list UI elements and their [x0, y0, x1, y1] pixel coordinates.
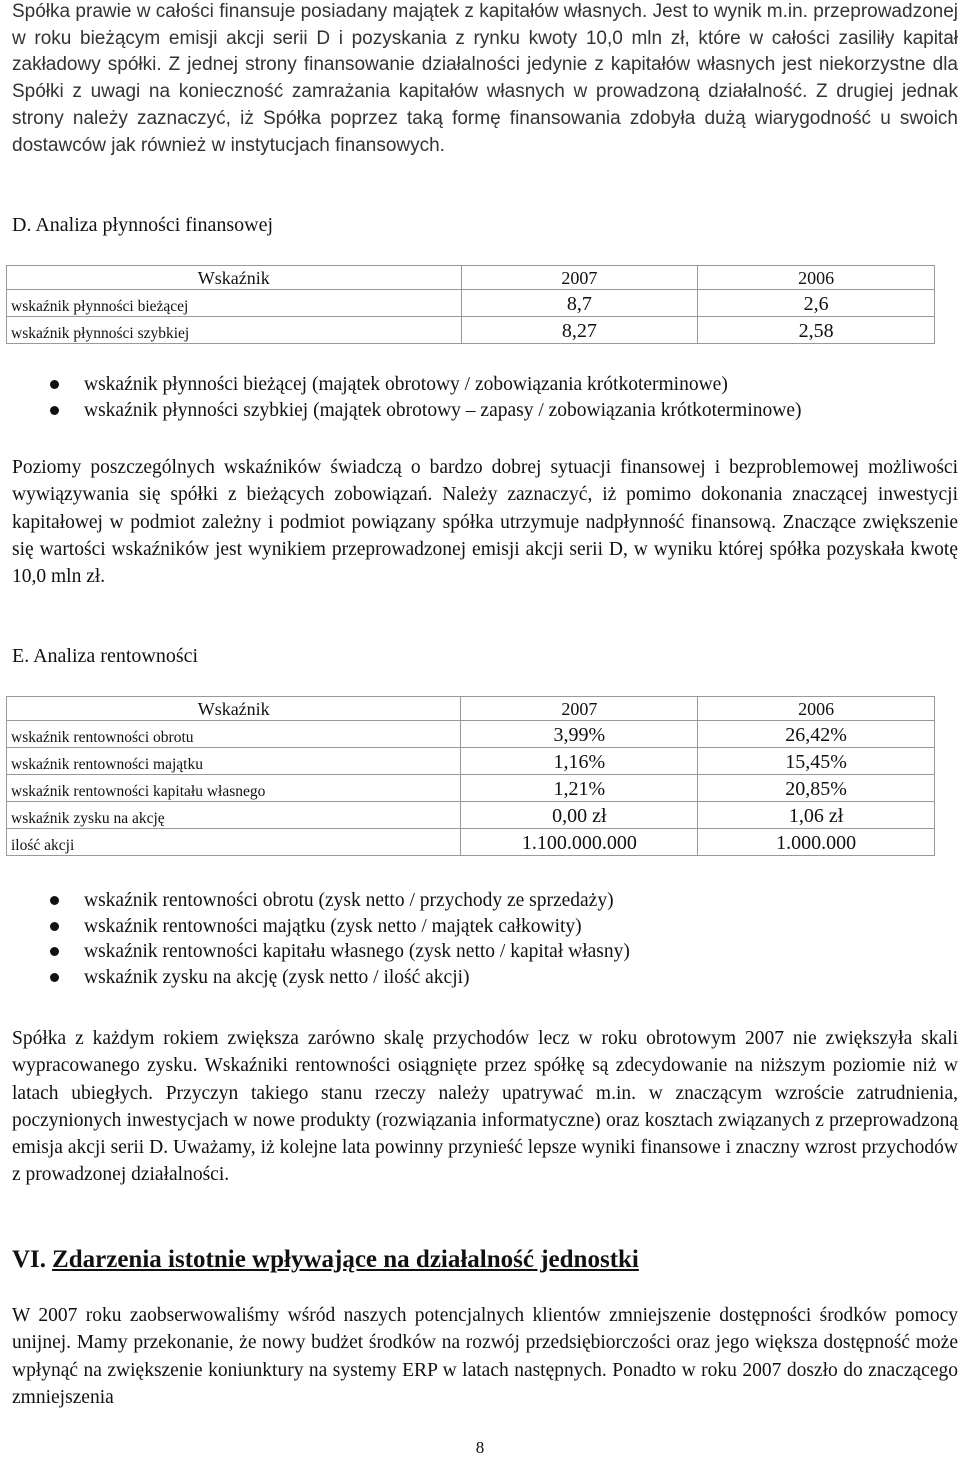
- table-row: [7, 775, 935, 802]
- section-e-heading: E. Analiza rentowności: [12, 645, 199, 667]
- section-vi-heading: [12, 1246, 639, 1274]
- value-2006: 1.000.000: [698, 829, 935, 856]
- profitability-table: [6, 696, 935, 856]
- row-label: ilość akcji: [7, 829, 461, 856]
- profitability-paragraph: Spółka z każdym rokiem zwiększa zarówno skalę przychodów lecz w roku obrotowym 2007 nie zwiększyła skali wypracowanego zysku. Wskaźniki rentowności osiągnięte przez spółkę są zdecydowanie na niższym poziomie niż w latach ubiegłych. Przyczyn takiego stanu rzeczy należy upatrywać m.in. w znaczącym wzroście zatrudnienia, poczynionych inwestycjach w nowe produkty (rozwiązania informatyczne) oraz kosztach związanych z przeprowadzoną emisja akcji serii D. Uważamy, iż kolejne lata powinny przynieść lepsze wyniki finansowe i znaczny wzrost przychodów z prowadzonej działalności.: [12, 1028, 958, 1186]
- row-label: wskaźnik zysku na akcję: [7, 802, 461, 829]
- list-item: wskaźnik rentowności kapitału własnego (zysk netto / kapitał własny): [0, 939, 630, 965]
- value-2007: 8,27: [461, 317, 698, 344]
- value-2006: 15,45%: [698, 748, 935, 775]
- value-2007: 3,99%: [461, 721, 698, 748]
- value-2006: 1,06 zł: [698, 802, 935, 829]
- row-label: wskaźnik rentowności majątku: [7, 748, 461, 775]
- list-item: wskaźnik zysku na akcję (zysk netto / ilość akcji): [0, 965, 630, 991]
- list-item: wskaźnik rentowności obrotu (zysk netto / przychody ze sprzedaży): [0, 888, 630, 914]
- table-row: [7, 802, 935, 829]
- liquidity-bullet-list: [0, 372, 802, 423]
- row-label: wskaźnik rentowności obrotu: [7, 721, 461, 748]
- table-header-row: [7, 697, 935, 721]
- header-2007: 2007: [461, 266, 698, 290]
- header-indicator: Wskaźnik: [7, 697, 461, 721]
- list-item: wskaźnik rentowności majątku (zysk netto / majątek całkowity): [0, 914, 630, 940]
- list-item: wskaźnik płynności bieżącej (majątek obrotowy / zobowiązania krótkoterminowe): [0, 372, 802, 398]
- header-2007: 2007: [461, 697, 698, 721]
- row-label: wskaźnik płynności bieżącej: [7, 290, 462, 317]
- table-row: [7, 317, 935, 344]
- liquidity-paragraph: Poziomy poszczególnych wskaźników świadczą o bardzo dobrej sytuacji finansowej i bezproblemowej możliwości wywiązywania się spółki z bieżących zobowiązań. Należy zaznaczyć, iż pomimo dokonania znaczącej inwestycji kapitałowej w podmiot zależny i podmiot powiązany spółka utrzymuje nadpłynność finansową. Znaczące zwiększenie się wartości wskaźników jest wynikiem przeprowadzonej emisji akcji serii D, w wyniku której spółka pozyskała kwotę 10,0 mln zł.: [12, 457, 958, 588]
- list-item: wskaźnik płynności szybkiej (majątek obrotowy – zapasy / zobowiązania krótkoterminowe): [0, 398, 802, 424]
- section-vi-number: VI.: [12, 1246, 47, 1273]
- value-2006: 20,85%: [698, 775, 935, 802]
- table-row: [7, 290, 935, 317]
- value-2007: 1,21%: [461, 775, 698, 802]
- section-d-heading: D. Analiza płynności finansowej: [12, 214, 274, 236]
- value-2006: 26,42%: [698, 721, 935, 748]
- table-row: [7, 748, 935, 775]
- table-row: [7, 829, 935, 856]
- row-label: wskaźnik płynności szybkiej: [7, 317, 462, 344]
- page-number: 8: [475, 1438, 485, 1457]
- events-paragraph: W 2007 roku zaobserwowaliśmy wśród naszych potencjalnych klientów zmniejszenie dostępności środków pomocy unijnej. Mamy przekonanie, że nowy budżet środków na rozwój przedsiębiorczości oraz jego większa dostępność może wpłynąć na zwiększenie koniunktury na systemy ERP w latach następnych. Ponadto w roku 2007 doszło do znaczącego zmniejszenia: [12, 1305, 958, 1408]
- header-indicator: Wskaźnik: [7, 266, 462, 290]
- liquidity-table: [6, 265, 935, 344]
- table-row: [7, 721, 935, 748]
- value-2007: 1,16%: [461, 748, 698, 775]
- section-vi-title: Zdarzenia istotnie wpływające na działalność jednostki: [52, 1246, 639, 1273]
- value-2006: 2,58: [698, 317, 935, 344]
- value-2006: 2,6: [698, 290, 935, 317]
- value-2007: 0,00 zł: [461, 802, 698, 829]
- value-2007: 8,7: [461, 290, 698, 317]
- header-2006: 2006: [698, 266, 935, 290]
- table-header-row: [7, 266, 935, 290]
- header-2006: 2006: [698, 697, 935, 721]
- profitability-bullet-list: [0, 888, 630, 990]
- intro-paragraph: Spółka prawie w całości finansuje posiadany majątek z kapitałów własnych. Jest to wynik m.in. przeprowadzonej w roku bieżącym emisji akcji serii D i pozyskania z rynku kwoty 10,0 mln zł, które w całości zasiliły kapitał zakładowy spółki. Z jednej strony finansowanie działalności jedynie z kapitałów własnych jest niekorzystne dla Spółki z uwagi na konieczność zamrażania kapitałów własnych w prowadzoną działalność. Z drugiej jednak strony należy zaznaczyć, iż Spółka poprzez taką formę finansowania zdobyła dużą wiarygodność u swoich dostawców jak również w instytucjach finansowych.: [12, 1, 958, 156]
- value-2007: 1.100.000.000: [461, 829, 698, 856]
- row-label: wskaźnik rentowności kapitału własnego: [7, 775, 461, 802]
